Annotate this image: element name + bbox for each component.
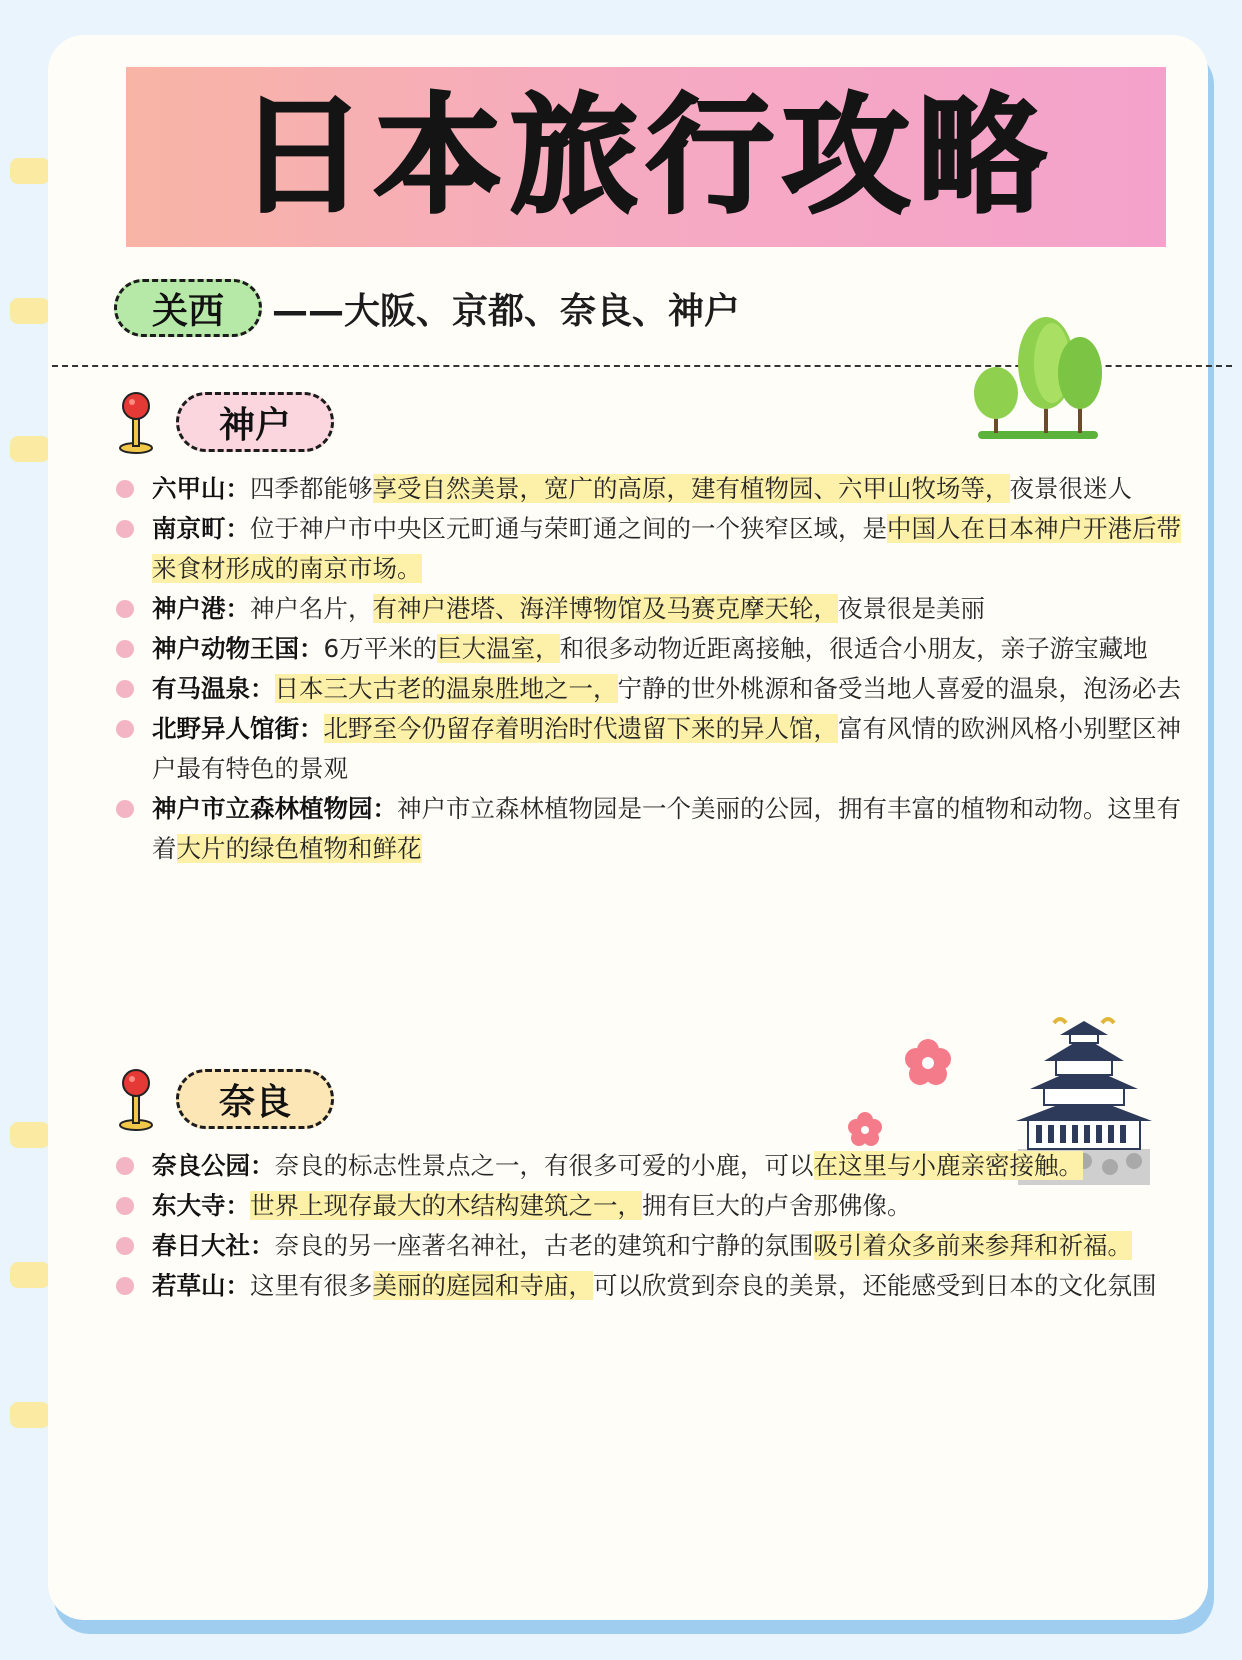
list-item: 春日大社：奈良的另一座著名神社，古老的建筑和宁静的氛围吸引着众多前来参拜和祈福。 [112, 1226, 1182, 1266]
kobe-attraction-list [112, 469, 1182, 869]
list-item: 有马温泉：日本三大古老的温泉胜地之一，宁静的世外桃源和备受当地人喜爱的温泉，泡汤必去 [112, 669, 1182, 709]
section-tag-kobe: 神户 [176, 392, 334, 452]
binder-tab [10, 158, 50, 184]
map-pin-icon [114, 390, 158, 454]
list-item: 神户市立森林植物园：神户市立森林植物园是一个美丽的公园，拥有丰富的植物和动物。这里有着大片的绿色植物和鲜花 [112, 789, 1182, 869]
binder-tab [10, 1262, 50, 1288]
paper-card [48, 35, 1208, 1620]
section-header-nara [114, 1067, 334, 1131]
list-item: 六甲山：四季都能够享受自然美景，宽广的高原，建有植物园、六甲山牧场等，夜景很迷人 [112, 469, 1182, 509]
list-item: 神户动物王国：6万平米的巨大温室，和很多动物近距离接触，很适合小朋友，亲子游宝藏地 [112, 629, 1182, 669]
sakura-flower-icon [844, 1109, 886, 1151]
sakura-flower-icon [900, 1035, 956, 1091]
list-item: 神户港：神户名片，有神户港塔、海洋博物馆及马赛克摩天轮，夜景很是美丽 [112, 589, 1182, 629]
list-item: 若草山：这里有很多美丽的庭园和寺庙，可以欣赏到奈良的美景，还能感受到日本的文化氛围 [112, 1266, 1182, 1306]
list-item: 南京町：位于神户市中央区元町通与荣町通之间的一个狭窄区域，是中国人在日本神户开港后带来食材形成的南京市场。 [112, 509, 1182, 589]
region-cities: ——大阪、京都、奈良、神户 [272, 290, 741, 332]
section-tag-nara: 奈良 [176, 1069, 334, 1129]
binder-tab [10, 1402, 50, 1428]
binder-tab [10, 298, 50, 324]
region-header [114, 279, 740, 337]
title-banner [126, 67, 1166, 247]
nara-attraction-list [112, 1146, 1182, 1306]
list-item: 东大寺：世界上现存最大的木结构建筑之一，拥有巨大的卢舍那佛像。 [112, 1186, 1182, 1226]
region-tag: 关西 [114, 279, 262, 337]
map-pin-icon [114, 1067, 158, 1131]
trees-icon [968, 313, 1108, 443]
list-item: 北野异人馆街：北野至今仍留存着明治时代遗留下来的异人馆，富有风情的欧洲风格小别墅区神户最有特色的景观 [112, 709, 1182, 789]
section-header-kobe [114, 390, 334, 454]
page-title: 日本旅行攻略 [237, 82, 1054, 231]
list-item: 奈良公园：奈良的标志性景点之一，有很多可爱的小鹿，可以在这里与小鹿亲密接触。 [112, 1146, 1182, 1186]
binder-tab [10, 436, 50, 462]
binder-tab [10, 1122, 50, 1148]
